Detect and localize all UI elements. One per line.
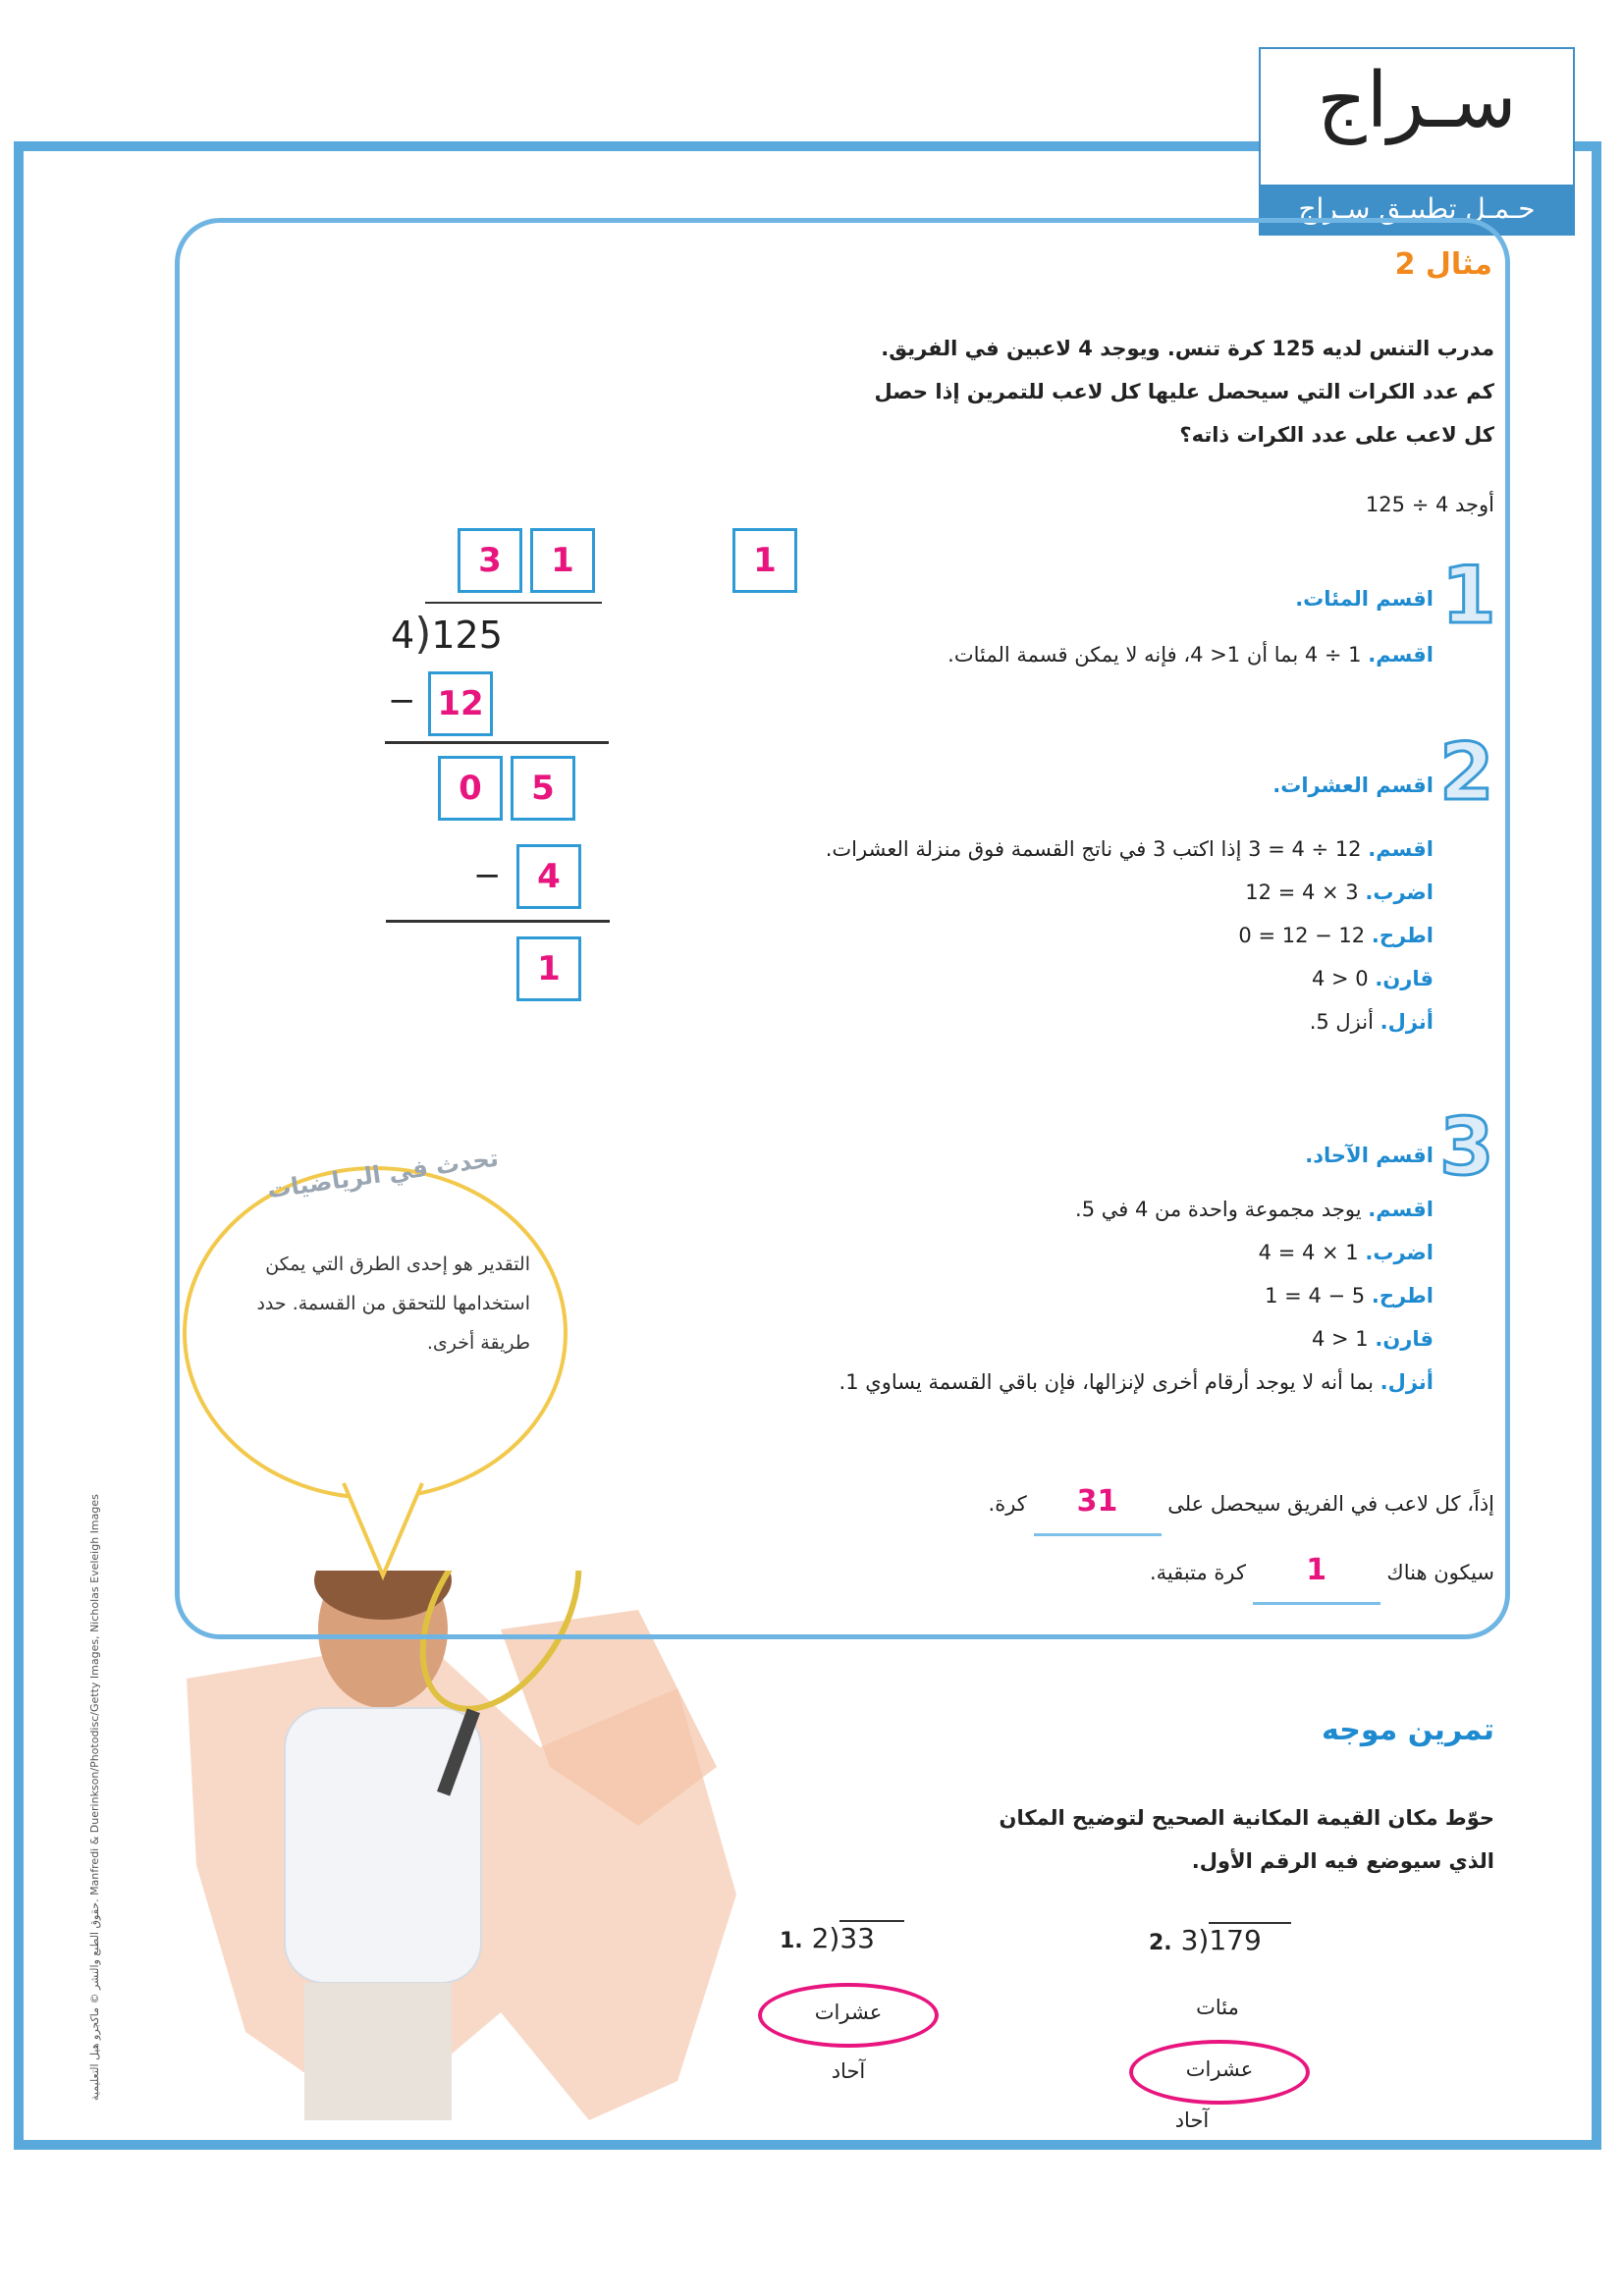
exercise-1-option-tens[interactable]: عشرات: [814, 2001, 883, 2024]
step-text: 3 × 4 = 12: [1245, 881, 1359, 904]
logo-name: سـراج: [1317, 57, 1517, 145]
step-text: 0 < 4: [1311, 967, 1369, 990]
step-label: أنزل.: [1380, 1010, 1434, 1034]
step-2-line-1: [687, 828, 1434, 871]
bubble-tail: [324, 1477, 442, 1585]
answer-1-blank[interactable]: [1034, 1472, 1162, 1536]
step-label: اطرح.: [1371, 924, 1434, 947]
boy-shorts: [304, 1983, 452, 2120]
step-label: قارن.: [1375, 1327, 1434, 1351]
example-title: مثال 2: [1394, 247, 1492, 282]
side-credit-strip: [88, 1335, 112, 2101]
side-credit: حقوق الطبع والنشر © ماكجرو هيل التعليمية. Manfredi & Duerinkson/Photodisc/Getty Images, Nicholas Eveleigh Images: [88, 1494, 101, 2101]
step-label: اقسم.: [1368, 837, 1434, 861]
step-2-heading: اقسم العشرات.: [1272, 774, 1434, 797]
exercise-1-dividend: 33: [839, 1920, 904, 1954]
step-1-heading: اقسم المئات.: [1295, 587, 1434, 611]
find-instruction: أوجد 4 ÷ 125: [1365, 493, 1494, 516]
divisor: 4: [391, 614, 415, 657]
bubble-text: التقدير هو إحدى الطرق التي يمكن استخدامها للتحقق من القسمة. حدد طريقة أخرى.: [256, 1254, 530, 1354]
quotient-ones-box: 1: [530, 528, 595, 593]
boy-illustration: [128, 1571, 756, 2150]
step-3-line-4: [668, 1317, 1434, 1361]
exercise-2: [1149, 1924, 1291, 1956]
exercise-2-option-ones[interactable]: آحاد: [1174, 2109, 1210, 2132]
problem-line-3: كل لاعب على عدد الكرات ذاته؟: [1179, 423, 1494, 447]
subtraction-line-1: [385, 741, 609, 744]
siraj-logo[interactable]: [1259, 47, 1575, 236]
step-text: 12 ÷ 4 = 3 إذا اكتب 3 في ناتج القسمة فوق منزلة العشرات.: [825, 837, 1362, 861]
step-2-line-4: [687, 957, 1434, 1000]
step-3-line-1: [668, 1188, 1434, 1231]
step-2-line-2: [687, 871, 1434, 914]
answer-2-blank[interactable]: [1253, 1541, 1380, 1605]
answer-1-value: 31: [1076, 1484, 1118, 1519]
subtraction-line-2: [386, 920, 610, 923]
step-2-line-5: [687, 1000, 1434, 1043]
step-label: اضرب.: [1365, 1241, 1434, 1264]
answer-2-value: 1: [1306, 1553, 1327, 1587]
division-bracket-icon: ): [1198, 1924, 1210, 1956]
step-1-line-1: [746, 643, 1434, 667]
step-2-number: 2: [1439, 726, 1494, 818]
quotient-tens-box: 3: [458, 528, 522, 593]
step-label: اضرب.: [1365, 881, 1434, 904]
exercise-1-option-ones[interactable]: آحاد: [831, 2059, 866, 2083]
step-label: اقسم.: [1368, 1198, 1434, 1221]
problem-line-2: كم عدد الكرات التي سيحصل عليها كل لاعب للتمرين إذا حصل: [874, 380, 1494, 403]
answer-line-1: [746, 1472, 1494, 1536]
guided-instructions: [864, 1796, 1494, 1883]
division-bracket-icon: ): [829, 1922, 840, 1954]
answer-1-after: كرة.: [988, 1492, 1027, 1516]
step-3-number: 3: [1439, 1101, 1494, 1193]
exercise-2-option-tens[interactable]: عشرات: [1185, 2057, 1254, 2081]
bubble-tail-mask: [348, 1477, 418, 1487]
answer-line-2: [884, 1541, 1494, 1605]
minus-sign-1: −: [388, 681, 416, 721]
exercise-2-divisor: 3: [1180, 1924, 1199, 1956]
subtract-12-box: 12: [428, 671, 493, 736]
guided-instruction-line-2: الذي سيوضع فيه الرقم الأول.: [1191, 1849, 1494, 1873]
answer-2-before: سيكون هناك: [1386, 1561, 1494, 1584]
step-text: 1 ÷ 4 بما أن 1< 4، فإنه لا يمكن قسمة المئات.: [947, 643, 1362, 667]
step-label: اطرح.: [1371, 1284, 1434, 1308]
answer-2-after: كرة متبقية.: [1149, 1561, 1247, 1584]
step-text: أنزل 5.: [1309, 1010, 1374, 1034]
step-text: يوجد مجموعة واحدة من 4 في 5.: [1075, 1198, 1362, 1221]
problem-text: [687, 327, 1494, 456]
step-text: بما أنه لا يوجد أرقام أخرى لإنزالها، فإن باقي القسمة يساوي 1.: [839, 1370, 1374, 1394]
step-3-heading: اقسم الآحاد.: [1305, 1144, 1434, 1167]
step-2-line-3: [687, 914, 1434, 957]
exercise-2-number: 2.: [1149, 1931, 1172, 1955]
guided-instruction-line-1: حوّط مكان القيمة المكانية الصحيح لتوضيح المكان: [999, 1806, 1494, 1830]
exercise-1-divisor: 2: [811, 1922, 830, 1954]
exercise-1: [780, 1922, 904, 1954]
exercise-2-dividend: 179: [1209, 1922, 1290, 1956]
step-1-number: 1: [1441, 550, 1496, 641]
step-label: أنزل.: [1380, 1370, 1434, 1394]
step-3-line-3: [668, 1274, 1434, 1317]
remainder-5-box: 5: [511, 756, 575, 821]
dividend: 125: [431, 614, 503, 657]
answer-1-before: إذاً، كل لاعب في الفريق سيحصل على: [1167, 1492, 1494, 1516]
minus-sign-2: −: [473, 856, 502, 895]
guided-practice-title: تمرين موجه: [1322, 1713, 1494, 1747]
exercise-2-option-hundreds[interactable]: مئات: [1196, 1996, 1239, 2019]
division-bar: [425, 602, 602, 604]
division-expression: [391, 609, 503, 659]
step-3-line-2: [668, 1231, 1434, 1274]
boy-shirt: [285, 1708, 481, 1983]
bubble-tail-shape: [344, 1483, 422, 1575]
bubble-title: تحدث في الرياضيات: [265, 1144, 501, 1204]
step-3-lines: [668, 1188, 1434, 1404]
step-text: 1 < 4: [1311, 1327, 1369, 1351]
step-3-line-5: [668, 1361, 1434, 1404]
step-text: 12 − 12 = 0: [1238, 924, 1366, 947]
exercise-1-number: 1.: [780, 1929, 803, 1953]
problem-line-1: مدرب التنس لديه 125 كرة تنس. ويوجد 4 لاعبين في الفريق.: [881, 337, 1494, 360]
final-remainder-box: 1: [516, 936, 581, 1001]
step-2-lines: [687, 828, 1434, 1043]
step-label: قارن.: [1375, 967, 1434, 990]
division-bracket-icon: ): [414, 609, 432, 659]
step-text: 1 × 4 = 4: [1258, 1241, 1359, 1264]
subtract-4-box: 4: [516, 844, 581, 909]
remainder-0-box: 0: [438, 756, 503, 821]
logo-tagline: حـمـل تطبيـق سـراج: [1261, 185, 1573, 234]
quotient-hundreds-box: 1: [732, 528, 797, 593]
step-label: اقسم.: [1368, 643, 1434, 667]
step-text: 5 − 4 = 1: [1265, 1284, 1366, 1308]
